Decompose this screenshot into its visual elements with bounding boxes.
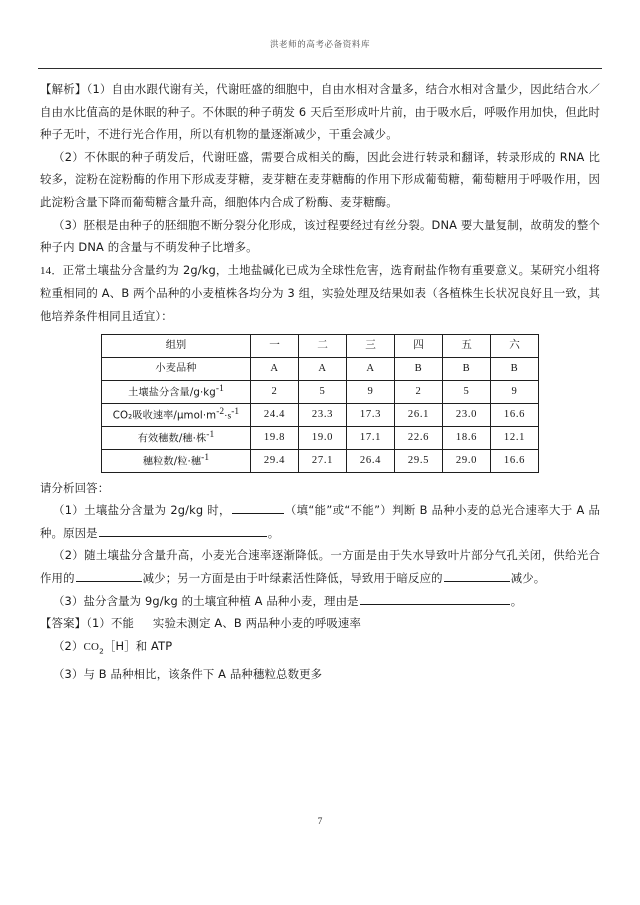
cell-salt-1: 2: [251, 380, 299, 403]
watermark-text: 洪老师的高考必备资料库: [269, 40, 371, 50]
analysis-item3-marker: （3）: [53, 217, 84, 232]
sub-question-1: [40, 499, 600, 544]
row-label-co2-unit-a: -2: [216, 406, 225, 417]
cell-salt-5: 5: [443, 380, 491, 403]
sub2-text-b: 减少；另一方面是由于叶绿素活性降低，导致用于暗反应的: [142, 570, 443, 585]
cell-salt-3: 9: [347, 380, 395, 403]
cell-salt-6: 9: [491, 380, 539, 403]
row-label-salt-text: 土壤盐分含量/g·kg: [128, 387, 216, 399]
answer3-text: 与 B 品种相比，该条件下 A 品种穗粒总数更多: [83, 666, 323, 681]
analysis-item1-marker: （1）: [86, 82, 112, 96]
analysis-item2-text: 不休眠的种子萌发后，代谢旺盛，需要合成相关的酶，因此会进行转录和翻译，转录形成的 RNA 比较多，淀粉在淀粉酶的作用下形成麦芽糖，麦芽糖在麦芽糖酶的作用下形成葡萄糖，葡萄糖用于呼吸作用，因此淀粉含量下降而葡萄糖含量升高，细胞体内合成了粉酶、麦芽糖酶。: [40, 149, 601, 209]
page-number: 7: [317, 817, 323, 827]
page-header-watermark: [40, 0, 600, 52]
sub3-text-a: 盐分含量为 9g/kg 的土壤宜种植 A 品种小麦，理由是: [83, 593, 359, 608]
cell-grains-1: 29.4: [251, 449, 299, 472]
cell-variety-3: A: [347, 357, 395, 380]
table-row: [102, 334, 539, 357]
table-row: [102, 426, 539, 449]
cell-variety-6: B: [491, 357, 539, 380]
row-label-salt-content: [102, 380, 251, 403]
cell-grains-4: 29.5: [395, 449, 443, 472]
experiment-table: [101, 334, 539, 473]
answer-blank[interactable]: [76, 570, 142, 582]
analysis-item2-marker: （2）: [53, 149, 85, 164]
row-label-co2-unit-b: -1: [231, 406, 240, 417]
cell-group-6: 六: [491, 334, 539, 357]
answer-blank[interactable]: [232, 502, 284, 514]
cell-group-3: 三: [347, 334, 395, 357]
row-label-group: 组别: [102, 334, 251, 357]
cell-spikes-4: 22.6: [395, 426, 443, 449]
analysis-paragraph-2: [40, 146, 600, 214]
sub1-text-b: （填“能”或“不能”）判断 B 品种小麦的总光合速率大于 A 品种。原因是: [40, 503, 600, 540]
cell-co2-5: 23.0: [443, 403, 491, 426]
experiment-table-body: [102, 334, 539, 472]
answer2-formula-prefix: CO: [83, 640, 100, 653]
sub2-marker: （2）: [53, 548, 85, 563]
row-label-spikes-text: 有效穗数/穗·株: [137, 433, 207, 445]
answer-blank[interactable]: [444, 570, 510, 582]
table-row: [102, 357, 539, 380]
cell-variety-2: A: [299, 357, 347, 380]
row-label-co2-rate: [102, 403, 251, 426]
cell-grains-5: 29.0: [443, 449, 491, 472]
answer1-reason: 实验未测定 A、B 两品种小麦的呼吸速率: [152, 616, 362, 631]
row-label-spikes-unit: -1: [206, 430, 215, 441]
analysis-item1-text: 自由水跟代谢有关，代谢旺盛的细胞中，自由水相对含量多，结合水相对含量少，因此结合水／自由水比值高的是休眠的种子。不休眠的种子萌发 6 天后至形成叶片前，由于吸水后，呼吸作用加快，但此时种子无叶，不进行光合作用，所以有机物的量逐渐减少，干重会减少。: [40, 82, 600, 142]
cell-salt-4: 2: [395, 380, 443, 403]
analysis-paragraph-3: [40, 214, 600, 259]
sub1-text-a: 土壤盐分含量为 2g/kg 时，: [84, 503, 231, 518]
cell-spikes-6: 12.1: [491, 426, 539, 449]
question-stem-text: 正常土壤盐分含量约为 2g/kg，土地盐碱化已成为全球性危害，选育耐盐作物有重要意义。某研究小组将粒重相同的 A、B 两个品种的小麦植株各均分为 3 组，实验处理及结果如表（各植株生长状况良好且一致，其他培养条件相同且适宜）：: [40, 262, 600, 323]
sub2-text-a: 随土壤盐分含量升高，小麦光合速率逐渐降低。一方面是由于失水导致叶片部分气孔关闭，供给光合作用的: [40, 548, 601, 585]
question-stem: [40, 259, 600, 328]
answer-line-2: [40, 635, 600, 663]
answer1-text: 不能: [110, 616, 135, 631]
row-label-salt-unit: -1: [215, 384, 224, 395]
sub1-text-c: 。: [267, 525, 280, 540]
cell-spikes-1: 19.8: [251, 426, 299, 449]
cell-group-1: 一: [251, 334, 299, 357]
cell-co2-4: 26.1: [395, 403, 443, 426]
answer-line-1: [40, 612, 600, 635]
cell-grains-2: 27.1: [299, 449, 347, 472]
analysis-paragraph-1: [40, 78, 600, 146]
cell-group-2: 二: [299, 334, 347, 357]
analysis-label: 【解析】: [40, 82, 87, 96]
row-label-grains-text: 穗粒数/粒·穗: [142, 456, 202, 468]
row-label-grains-unit: -1: [201, 453, 210, 464]
sub-question-2: [40, 544, 600, 589]
sub1-marker: （1）: [53, 503, 85, 518]
question-number: 14．: [40, 264, 63, 277]
cell-variety-1: A: [251, 357, 299, 380]
answer-line-3: [40, 663, 600, 686]
answer-label: 【答案】: [40, 616, 87, 631]
cell-grains-6: 16.6: [491, 449, 539, 472]
cell-grains-3: 26.4: [347, 449, 395, 472]
table-row: [102, 403, 539, 426]
cell-variety-4: B: [395, 357, 443, 380]
cell-spikes-2: 19.0: [299, 426, 347, 449]
cell-spikes-5: 18.6: [443, 426, 491, 449]
table-row: [102, 449, 539, 472]
sub-question-3: [40, 590, 600, 613]
sub3-text-b: 。: [510, 593, 523, 608]
answer2-formula-suffix: ［H］和 ATP: [103, 638, 173, 653]
cell-group-5: 五: [443, 334, 491, 357]
cell-co2-1: 24.4: [251, 403, 299, 426]
answer2-formula-sub: 2: [99, 645, 104, 655]
analysis-item3-text: 胚根是由种子的胚细胞不断分裂分化形成，该过程要经过有丝分裂。DNA 要大量复制，故萌发的整个种子内 DNA 的含量与不萌发种子比增多。: [40, 217, 601, 255]
cell-co2-6: 16.6: [491, 403, 539, 426]
document-body: [40, 69, 600, 685]
cell-salt-2: 5: [299, 380, 347, 403]
cell-spikes-3: 17.1: [347, 426, 395, 449]
answer1-marker: （1）: [86, 616, 111, 631]
table-row: [102, 380, 539, 403]
answer2-marker: （2）: [53, 638, 84, 653]
row-label-co2-text: CO₂吸收速率/μmol·m: [112, 410, 217, 422]
cell-co2-3: 17.3: [347, 403, 395, 426]
cell-variety-5: B: [443, 357, 491, 380]
answer-blank[interactable]: [99, 525, 267, 537]
experiment-table-wrapper: [40, 334, 600, 473]
cell-co2-2: 23.3: [299, 403, 347, 426]
row-label-grains-per-spike: [102, 449, 251, 472]
answer3-marker: （3）: [53, 666, 84, 681]
sub2-text-c: 减少。: [510, 570, 546, 585]
cell-group-4: 四: [395, 334, 443, 357]
answer-prompt: 请分析回答：: [40, 480, 110, 495]
answer-blank[interactable]: [360, 593, 510, 605]
row-label-effective-spikes: [102, 426, 251, 449]
row-label-variety: 小麦品种: [102, 357, 251, 380]
sub3-marker: （3）: [53, 593, 84, 608]
row-label-co2-mid: ·s: [224, 411, 232, 422]
